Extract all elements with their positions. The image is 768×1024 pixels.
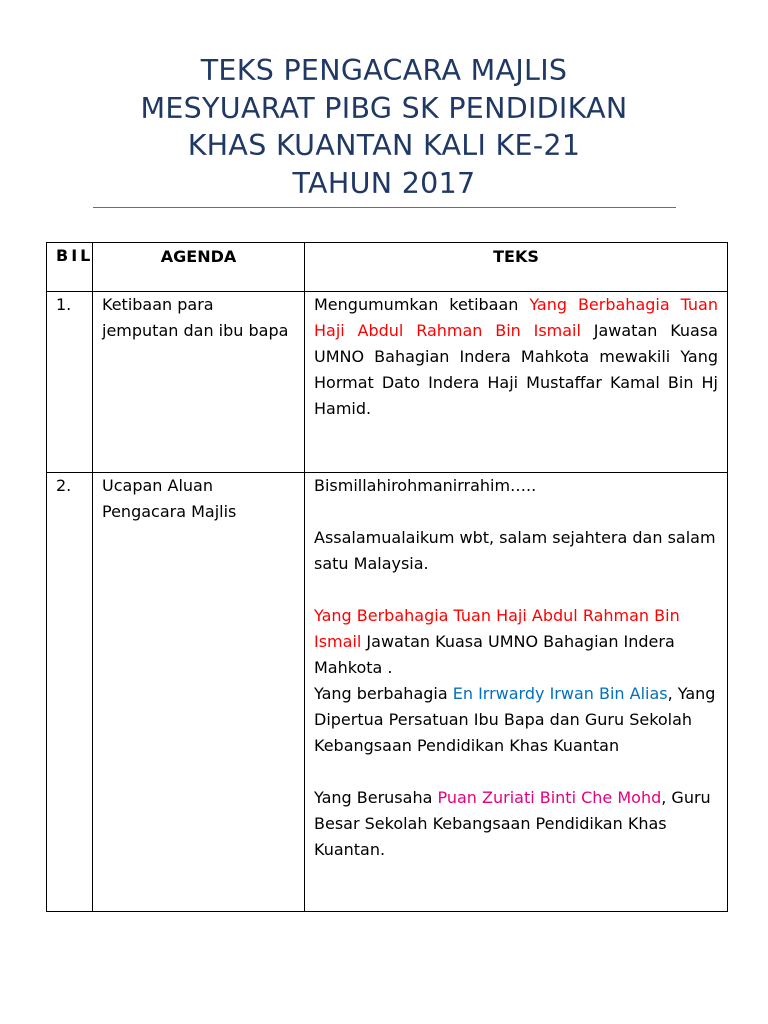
title-line-4: TAHUN 2017: [292, 166, 476, 200]
row-number: 2.: [47, 473, 93, 912]
document-title: [60, 52, 708, 202]
teks-cell: [305, 473, 728, 912]
table-row: [47, 473, 728, 912]
table-header-row: [47, 243, 728, 292]
table-row: [47, 292, 728, 473]
agenda-cell: Ucapan Aluan Pengacara Majlis: [93, 473, 305, 912]
teks-paragraph: Bismillahirohmanirrahim…..: [314, 476, 537, 495]
title-line-1: TEKS PENGACARA MAJLIS: [200, 54, 568, 87]
teks-text: Mengumumkan ketibaan: [314, 295, 530, 314]
teks-text: Jawatan Kuasa UMNO Bahagian Indera Mahkota .: [314, 632, 675, 677]
guest-name-highlight: Yang Berbahagia Tuan Haji Abdul Rahman Bin Ismail: [314, 606, 680, 651]
agenda-table: [46, 242, 728, 912]
teks-paragraph: Assalamualaikum wbt, salam sejahtera dan salam satu Malaysia.: [314, 528, 716, 573]
teks-text: Yang Berusaha: [314, 788, 438, 807]
agenda-cell: Ketibaan para jemputan dan ibu bapa: [93, 292, 305, 473]
title-underline: [93, 207, 676, 208]
title-line-3: KHAS KUANTAN KALI KE-21: [187, 129, 581, 162]
title-line-2: MESYUARAT PIBG SK PENDIDIKAN: [140, 91, 628, 125]
teks-paragraph: [314, 681, 718, 759]
teks-text: Yang berbahagia: [314, 684, 453, 703]
guest-name-highlight: Yang Berbahagia Tuan Haji Abdul Rahman Bin Ismail: [314, 295, 718, 340]
row-number: 1.: [47, 292, 93, 473]
teks-paragraph: [314, 785, 718, 863]
teks-text: , Guru Besar Sekolah Kebangsaan Pendidikan Khas Kuantan.: [314, 788, 711, 859]
teks-text: , Yang Dipertua Persatuan Ibu Bapa dan Guru Sekolah Kebangsaan Pendidikan Khas Kuantan: [314, 684, 716, 755]
header-agenda: AGENDA: [93, 243, 305, 292]
guest-name-highlight: En Irrwardy Irwan Bin Alias: [452, 684, 668, 703]
header-teks: TEKS: [305, 243, 728, 292]
teks-cell: [305, 292, 728, 473]
teks-text: Jawatan Kuasa UMNO Bahagian Indera Mahkota mewakili Yang Hormat Dato Indera Haji Mustaffar Kamal Bin Hj Hamid.: [314, 321, 718, 418]
teks-paragraph: [314, 603, 718, 681]
header-bil: BIL: [47, 243, 93, 292]
guest-name-highlight: Puan Zuriati Binti Che Mohd: [437, 788, 662, 807]
